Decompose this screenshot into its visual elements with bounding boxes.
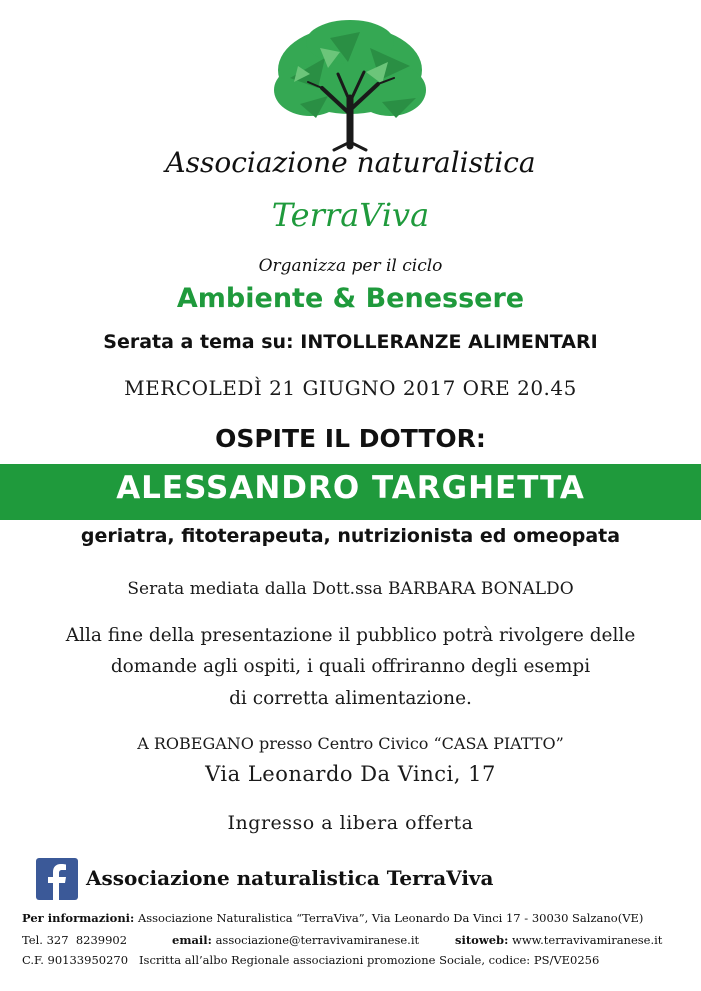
info-text: Associazione Naturalistica “TerraViva”, Via Leonardo Da Vinci 17 - 30030 Salzano(VE) xyxy=(137,911,644,925)
association-label: Associazione naturalistica xyxy=(165,146,536,179)
organizes-text: Organizza per il ciclo xyxy=(258,256,443,276)
entry-note: Ingresso a libera offerta xyxy=(227,812,474,834)
venue-address: Via Leonardo Da Vinci, 17 xyxy=(205,762,496,786)
theme-line: Serata a tema su: INTOLLERANZE ALIMENTARI xyxy=(103,331,598,353)
description-line: di corretta alimentazione. xyxy=(229,688,472,709)
web-label: sitoweb: xyxy=(455,933,509,947)
facebook-page-name[interactable]: Associazione naturalistica TerraViva xyxy=(86,866,494,890)
description-line: Alla fine della presentazione il pubblico potrà rivolgere delle xyxy=(65,625,636,646)
tree-icon xyxy=(270,18,430,153)
description-line: domande agli ospiti, i quali offriranno degli esempi xyxy=(110,656,591,677)
email-label: email: xyxy=(172,933,212,947)
guest-name: ALESSANDRO TARGHETTA xyxy=(116,470,585,506)
footer-registration-line: C.F. 90133950270 Iscritta all’albo Regionale associazioni promozione Sociale, codice: PS/VE0256 xyxy=(22,953,600,967)
email-value[interactable]: associazione@terravivamiranese.it xyxy=(215,933,420,947)
tel-value: 327 8239902 xyxy=(46,933,128,947)
cycle-name: Ambiente & Benessere xyxy=(176,283,525,314)
facebook-icon[interactable] xyxy=(36,858,78,900)
tel-label: Tel. xyxy=(22,933,43,947)
event-date-time: MERCOLEDÌ 21 GIUGNO 2017 ORE 20.45 xyxy=(124,376,577,400)
moderator-line: Serata mediata dalla Dott.ssa BARBARA BONALDO xyxy=(127,579,574,599)
web-value[interactable]: www.terravivamiranese.it xyxy=(511,933,663,947)
association-name: TerraViva xyxy=(271,196,430,234)
info-label: Per informazioni: xyxy=(22,911,135,925)
guest-heading: OSPITE IL DOTTOR: xyxy=(215,424,486,453)
venue-line: A ROBEGANO presso Centro Civico “CASA PIATTO” xyxy=(137,734,564,753)
guest-specialties: geriatra, fitoterapeuta, nutrizionista ed omeopata xyxy=(80,525,621,547)
footer-info-line xyxy=(22,911,687,925)
